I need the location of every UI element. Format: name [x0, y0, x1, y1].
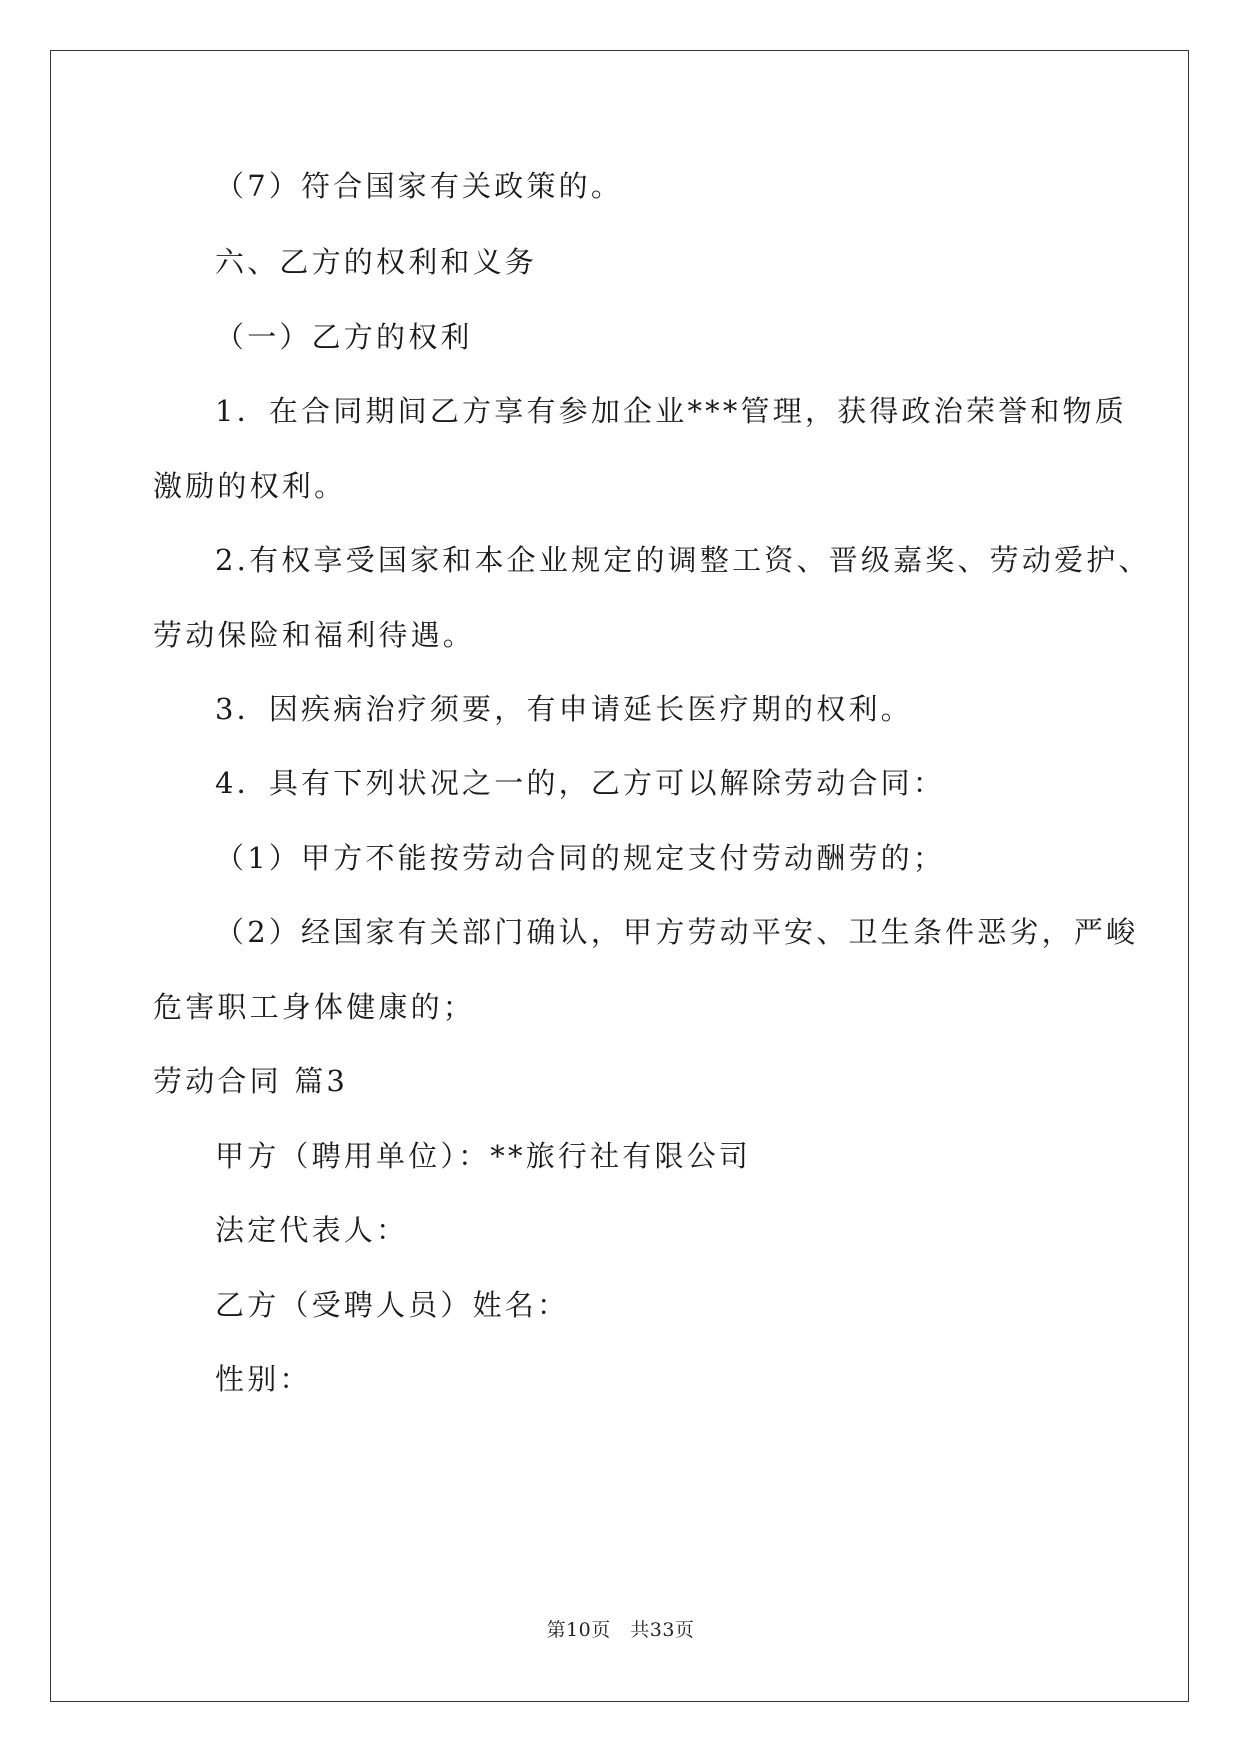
party-a-line: 甲方（聘用单位）：**旅行社有限公司: [215, 1139, 752, 1173]
condition-1-text: （1）甲方不能按劳动合同的规定支付劳动酬劳的；: [215, 841, 946, 875]
right-2-line-2: 劳动保险和福利待遇。: [153, 618, 476, 652]
contract-3-title: 劳动合同 篇3: [153, 1064, 349, 1098]
party-b-name-line: 乙方（受聘人员）姓名：: [215, 1288, 570, 1322]
right-3-text: 3．因疾病治疗须要，有申请延长医疗期的权利。: [215, 692, 913, 726]
right-4-text: 4．具有下列状况之一的，乙方可以解除劳动合同：: [215, 766, 946, 800]
gender-line: 性别：: [215, 1362, 312, 1396]
section-six-heading: 六、乙方的权利和义务: [215, 245, 538, 279]
clause-7-text: （7）符合国家有关政策的。: [215, 169, 624, 203]
subsection-one-heading: （一）乙方的权利: [215, 320, 473, 354]
page-frame: [50, 50, 1189, 1702]
condition-2-line-2: 危害职工身体健康的；: [153, 990, 476, 1024]
page-number-footer: 第10页 共33页: [546, 1619, 695, 1641]
right-1-line-1: 1．在合同期间乙方享有参加企业***管理，获得政治荣誉和物质: [215, 394, 1127, 428]
right-1-line-2: 激励的权利。: [153, 469, 347, 503]
right-2-line-1: 2.有权享受国家和本企业规定的调整工资、晋级嘉奖、劳动爱护、: [215, 543, 1151, 577]
condition-2-line-1: （2）经国家有关部门确认，甲方劳动平安、卫生条件恶劣，严峻: [215, 915, 1139, 949]
legal-representative-line: 法定代表人：: [215, 1213, 409, 1247]
